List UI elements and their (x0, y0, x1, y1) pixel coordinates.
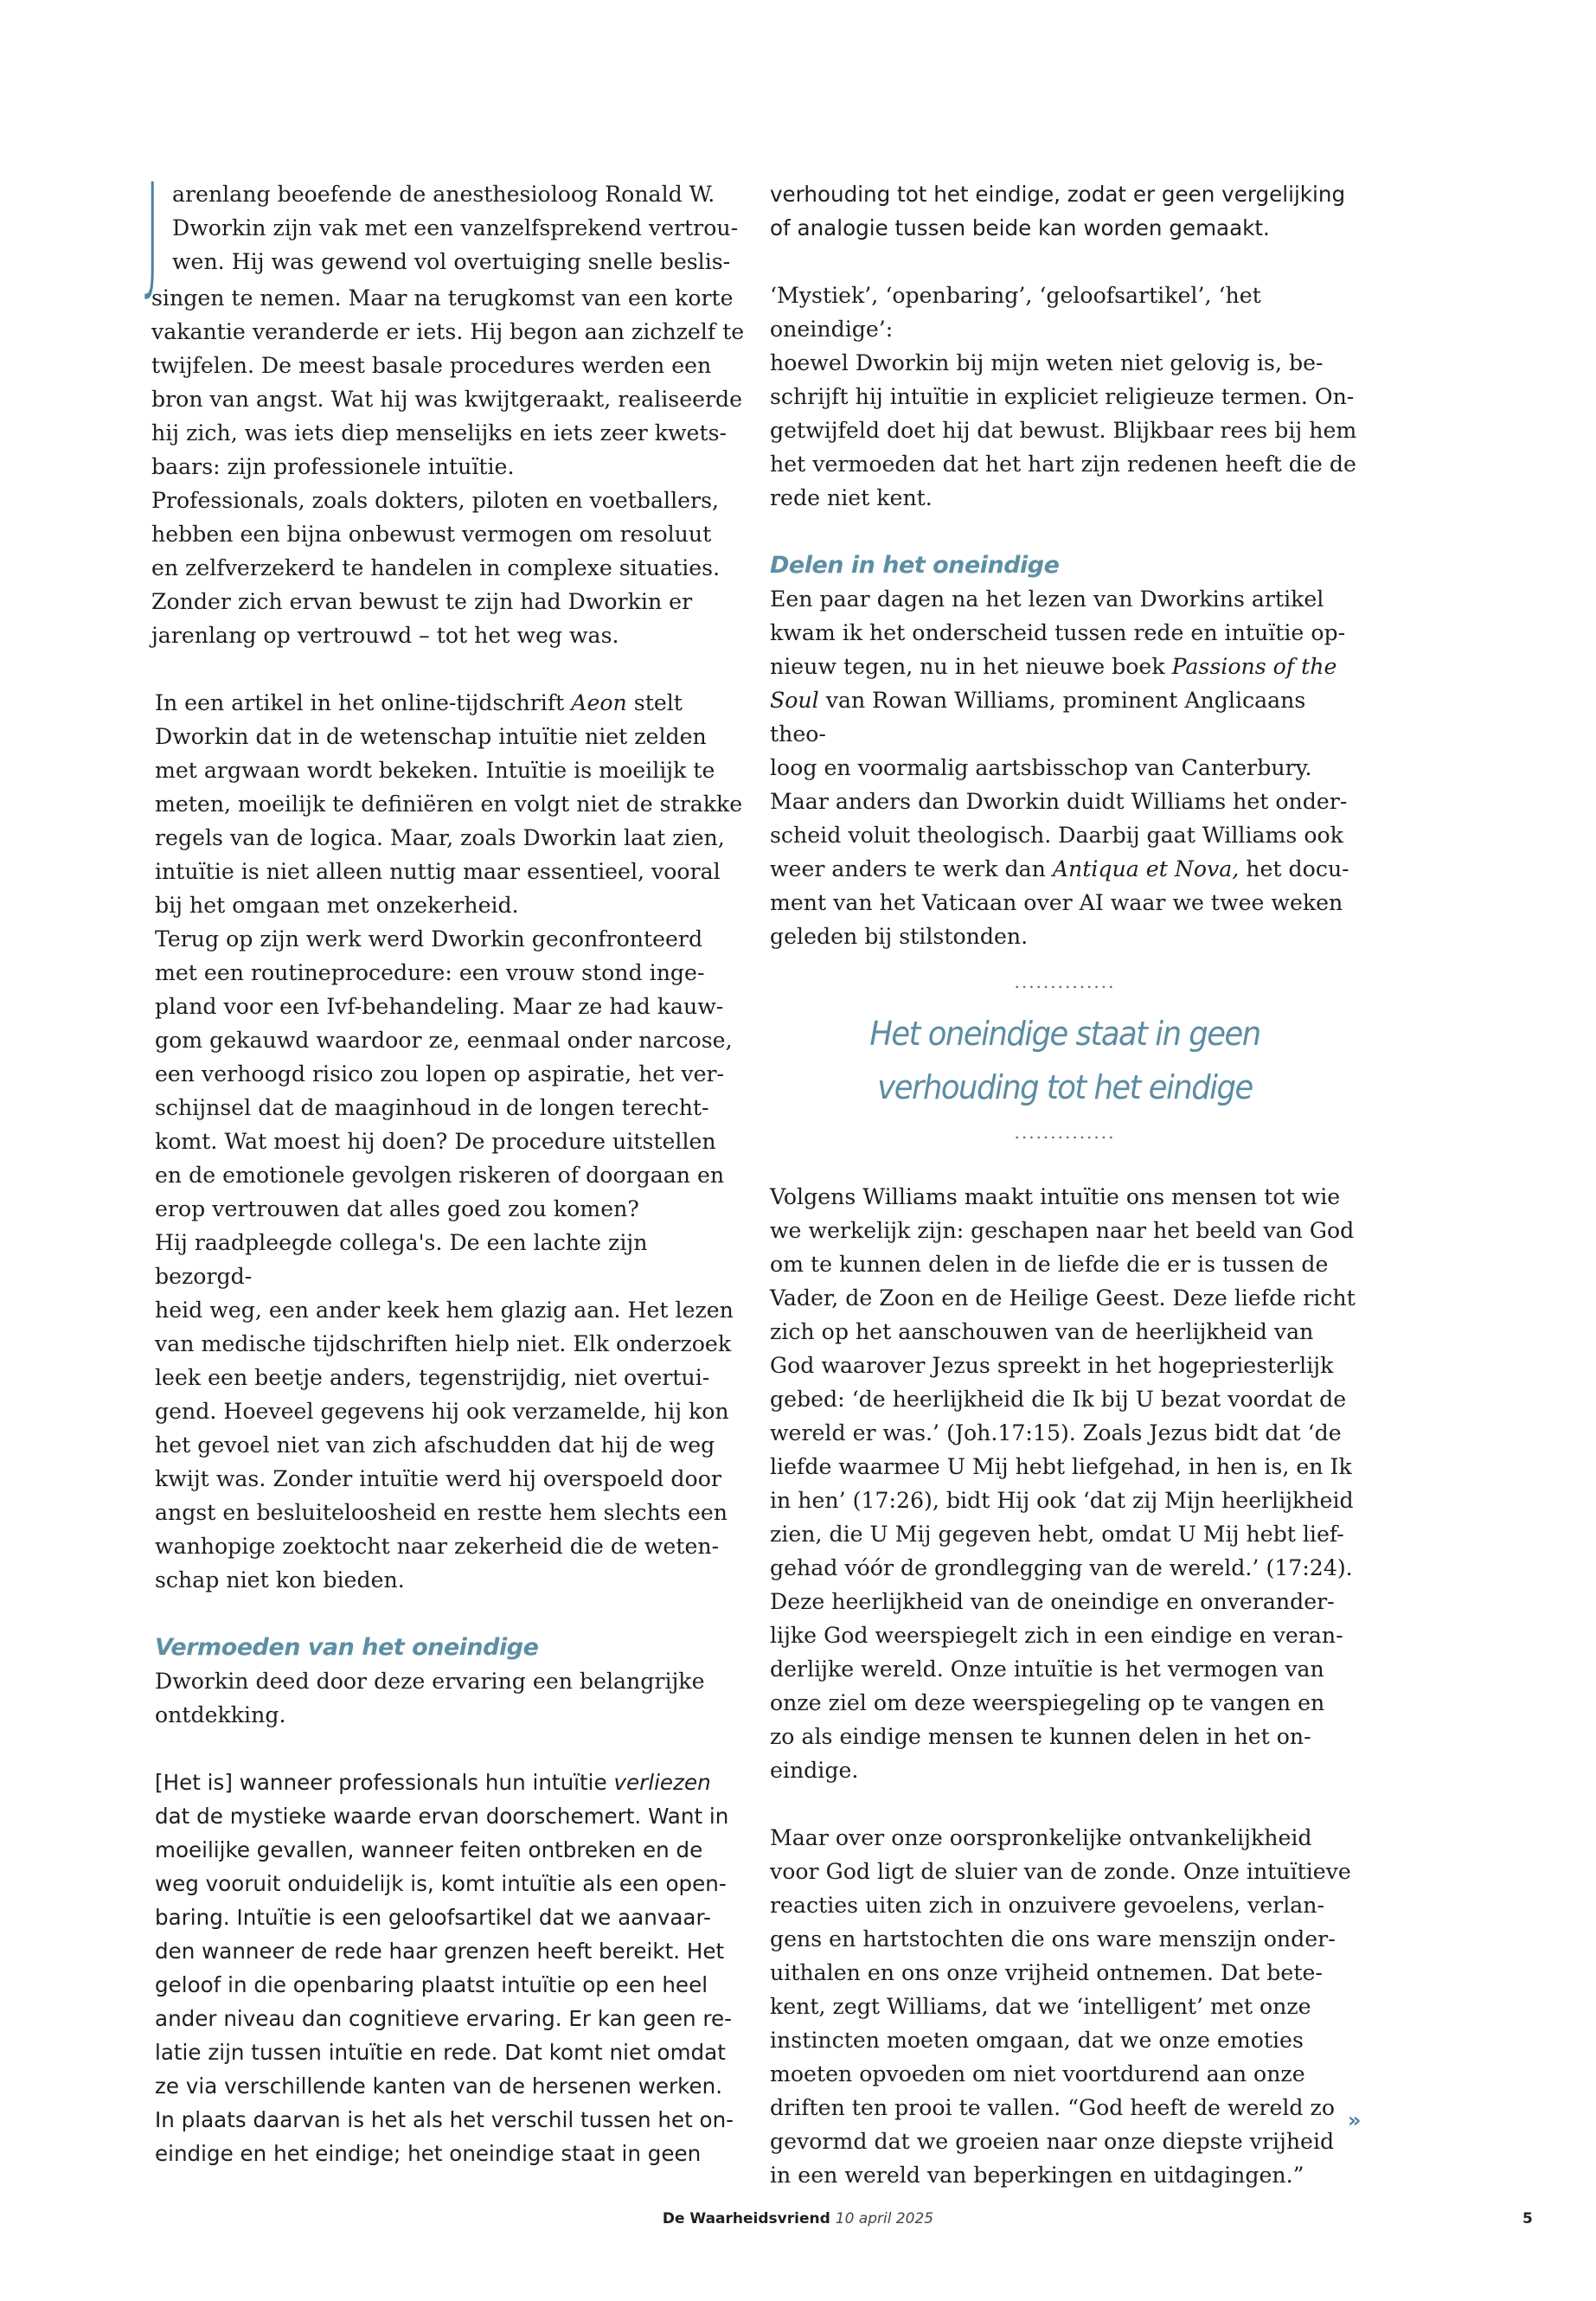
intro-paragraph (144, 157, 745, 652)
pull-quote-line-2: verhouding tot het eindige (877, 1068, 1253, 1106)
text-line: hij zich, was iets diep menselijks en iets zeer kwets- (151, 420, 727, 445)
text-line: ze via verschillende kanten van de hersenen werken. (155, 2073, 723, 2099)
paragraph-mystiek (770, 279, 1360, 515)
text-line: we werkelijk zijn: geschapen naar het beeld van God (770, 1218, 1355, 1243)
intro-lines (155, 177, 745, 279)
text-line: singen te nemen. Maar na terugkomst van een korte (151, 285, 734, 311)
text-line: gehad vóór de grondlegging van de wereld.’ (17:24). (770, 1555, 1353, 1580)
text-line: gebed: ‘de heerlijkheid die Ik bij U bezat voordat de (770, 1387, 1347, 1412)
text-line: hebben een bijna onbewust vermogen om resoluut (151, 522, 712, 547)
text-line: Zonder zich ervan bewust te zijn had Dworkin er (151, 589, 693, 614)
text-line: vakantie veranderde er iets. Hij begon aan zichzelf te (151, 319, 745, 344)
pull-quote-dots-top: .............. (1014, 971, 1116, 992)
text-line: gens en hartstochten die ons ware menszijn onder- (770, 1926, 1336, 1952)
text-line: zich op het aanschouwen van de heerlijkheid van (770, 1319, 1314, 1344)
text-line: gend. Hoeveel gegevens hij ook verzamelde, hij kon (155, 1399, 729, 1424)
text-line: dat de mystieke waarde ervan doorschemert. Want in (155, 1804, 729, 1829)
text-line: liefde waarmee U Mij hebt liefgehad, in hen is, en Ik (770, 1454, 1352, 1479)
text-line: driften ten prooi te vallen. “God heeft de wereld zo (770, 2095, 1335, 2120)
text-line: Vader, de Zoon en de Heilige Geest. Deze liefde richt (770, 1285, 1356, 1311)
text-line: leek een beetje anders, tegenstrijdig, niet overtui- (155, 1365, 710, 1390)
text-line: ontdekking. (155, 1702, 286, 1727)
text-line: erop vertrouwen dat alles goed zou komen? (155, 1196, 639, 1221)
text-line: kent, zegt Williams, dat we ‘intelligent’ met onze (770, 1994, 1311, 2019)
text-line: hoewel Dworkin bij mijn weten niet gelovig is, be- (770, 350, 1324, 375)
text-line: arenlang beoefende de anesthesioloog Ronald W. (172, 182, 715, 207)
text-line: Deze heerlijkheid van de oneindige en onverander- (770, 1589, 1335, 1614)
text-line: wanhopige zoektocht naar zekerheid die de weten- (155, 1534, 720, 1559)
text-line: Dworkin deed door deze ervaring een belangrijke (155, 1669, 705, 1694)
paragraph-volgens-williams (770, 1180, 1360, 1787)
text-line: latie zijn tussen intuïtie en rede. Dat komt niet omdat (155, 2040, 726, 2065)
footer (0, 2210, 1596, 2227)
pull-quote (770, 969, 1360, 1145)
text-line: bij het omgaan met onzekerheid. (155, 893, 519, 918)
paragraph-aeon: In een artikel in het online-tijdschrift Aeon stelt Dworkin dat in de wetenschap intuïtie niet zelden met argwaan wordt bekeken. Intuïtie is moeilijk te meten, moeilijk te definiëren en volgt niet de strakke regels van de logica. Maar, zoals Dworkin laat zien, intuïtie is niet alleen nuttig maar essentieel, vooral bij het omgaan met onzekerheid. Terug op zijn werk werd Dworkin geconfronteerd met een routineprocedure: een vrouw stond inge- pland voor een Ivf-behandeling. Maar ze had kauw- gom gekauwd waardoor ze, eenmaal onder narcose, een verhoogd risico zou lopen op aspiratie, het ver- schijnsel dat de maaginhoud in de longen terecht- komt. Wat moest hij doen? De procedure uitstellen en de emotionele gevolgen riskeren of doorgaan en erop vertrouwen dat alles goed zou komen? Hij raadpleegde collega's. De een lachte zijn bezorgd- heid weg, een ander keek hem glazig aan. Het lezen van medische tijdschriften hielp niet. Elk onderzoek leek een beetje anders, tegenstrijdig, niet overtui- gend. Hoeveel gegevens hij ook verzamelde, hij kon het gevoel niet van zich afschudden dat hij de weg kwijt was. Zonder intuïtie werd hij overspoeld door angst en besluiteloosheid en restte hem slechts een wanhopige zoektocht naar zekerheid die de weten- schap niet kon bieden. (155, 686, 745, 1597)
text-line: lijke God weerspiegelt zich in een eindige en veran- (770, 1623, 1343, 1648)
text-line: schijnsel dat de maaginhoud in de longen terecht- (155, 1095, 709, 1120)
text-line: Dworkin dat in de wetenschap intuïtie niet zelden (155, 724, 707, 749)
text-line: rede niet kent. (770, 485, 933, 510)
text-line: schrijft hij intuïtie in expliciet religieuze termen. On- (770, 384, 1355, 409)
block-quote: [Het is] wanneer professionals hun intuïtie verliezen dat de mystieke waarde ervan doorschemert. Want in moeilijke gevallen, wanneer feiten ontbreken en de weg vooruit onduidelijk is, komt intuïtie als een open- baring. Intuïtie is een geloofsartikel dat we aanvaar- den wanneer de rede haar grenzen heeft bereikt. Het geloof in die openbaring plaatst intuïtie op een heel ander niveau dan cognitieve ervaring. Er kan geen re- latie zijn tussen intuïtie en rede. Dat komt niet omdat ze via verschillende kanten van de hersenen werken. In plaats daarvan is het als het verschil tussen het on- eindige en het eindige; het oneindige staat in geen (155, 1766, 745, 2170)
text-line: met argwaan wordt bekeken. Intuïtie is moeilijk te (155, 758, 715, 783)
publication-name: De Waarheidsvriend (662, 2210, 830, 2227)
text-line: om te kunnen delen in de liefde die er is tussen de (770, 1252, 1329, 1277)
text-line: bron van angst. Wat hij was kwijtgeraakt, realiseerde (151, 387, 743, 412)
text-line: gom gekauwd waardoor ze, eenmaal onder narcose, (155, 1028, 733, 1053)
text-line: jarenlang op vertrouwd – tot het weg was. (151, 623, 619, 648)
text-line: verhouding tot het eindige, zodat er geen vergelijking (770, 182, 1346, 207)
text-line: moeilijke gevallen, wanneer feiten ontbreken en de (155, 1837, 703, 1862)
text-line: geloof in die openbaring plaatst intuïtie op een heel (155, 1972, 708, 1997)
pull-quote-dots-bottom: .............. (1014, 1122, 1116, 1143)
text-line: komt. Wat moest hij doen? De procedure uitstellen (155, 1129, 716, 1154)
text-line: gevormd dat we groeien naar onze diepste vrijheid (770, 2129, 1335, 2154)
text-line: wen. Hij was gewend vol overtuiging snelle beslis- (172, 249, 731, 274)
text-line: In plaats daarvan is het als het verschil tussen het on- (155, 2107, 734, 2132)
text-line: zo als eindige mensen te kunnen delen in het on- (770, 1724, 1311, 1749)
text-line: of analogie tussen beide kan worden gemaakt. (770, 215, 1270, 240)
text-line: instincten moeten omgaan, dat we onze emoties (770, 2028, 1304, 2053)
text-line: kwijt was. Zonder intuïtie werd hij overspoeld door (155, 1466, 721, 1491)
block-quote-continued (770, 177, 1360, 245)
text-line: God waarover Jezus spreekt in het hogepriesterlijk (770, 1353, 1334, 1378)
text-line: intuïtie is niet alleen nuttig maar essentieel, vooral (155, 859, 721, 884)
text-line: schap niet kon bieden. (155, 1567, 405, 1593)
paragraph-sluier (770, 1821, 1360, 2192)
intro-rest (151, 281, 745, 652)
dropcap: J (144, 157, 161, 307)
text-line: den wanneer de rede haar grenzen heeft bereikt. Het (155, 1939, 725, 1964)
text-line: Professionals, zoals dokters, piloten en voetballers, (151, 488, 720, 513)
text-line: derlijke wereld. Onze intuïtie is het vermogen van (770, 1657, 1324, 1682)
text-line: angst en besluiteloosheid en restte hem slechts een (155, 1500, 727, 1525)
text-line: Volgens Williams maakt intuïtie ons mensen tot wie (770, 1184, 1341, 1209)
text-line: reacties uiten zich in onzuivere gevoelens, verlan- (770, 1893, 1325, 1918)
text-line: in hen’ (17:26), bidt Hij ook ‘dat zij Mijn heerlijkheid (770, 1488, 1354, 1513)
paragraph-williams: Een paar dagen na het lezen van Dworkins artikel kwam ik het onderscheid tussen rede en intuïtie op- nieuw tegen, nu in het nieuwe boek Passions of the Soul van Rowan Williams, prominent Anglicaans theo- loog en voormalig aartsbisschop van Canterbury. Maar anders dan Dworkin duidt Williams het onder- scheid voluit theologisch. Daarbij gaat Williams ook weer anders te werk dan Antiqua et Nova, het docu- ment van het Vaticaan over AI waar we twee weken geleden bij stilstonden. (770, 586, 1349, 949)
text-line: baars: zijn professionele intuïtie. (151, 454, 515, 479)
text-line: in een wereld van beperkingen en uitdagingen.” (770, 2163, 1304, 2188)
text-line: moeten opvoeden om niet voortdurend aan onze (770, 2061, 1305, 2086)
paragraph-ontdekking (155, 1664, 745, 1732)
text-line: en de emotionele gevolgen riskeren of doorgaan en (155, 1163, 725, 1188)
text-line: heid weg, een ander keek hem glazig aan. Het lezen (155, 1298, 734, 1323)
text-line: zien, die U Mij gegeven hebt, omdat U Mij hebt lief- (770, 1522, 1344, 1547)
text-line: uithalen en ons onze vrijheid ontnemen. Dat bete- (770, 1960, 1323, 1985)
text-line: baring. Intuïtie is een geloofsartikel dat we aanvaar- (155, 1905, 711, 1930)
text-line: meten, moeilijk te definiëren en volgt niet de strakke (155, 792, 743, 817)
text-line: Terug op zijn werk werd Dworkin geconfronteerd (155, 926, 703, 952)
continue-arrow-icon[interactable]: » (1348, 2108, 1362, 2132)
text-line: en zelfverzekerd te handelen in complexe situaties. (151, 555, 721, 580)
text-line: Hij raadpleegde collega's. De een lachte zijn bezorgd- (155, 1230, 648, 1289)
text-line: het gevoel niet van zich afschudden dat hij de weg (155, 1433, 715, 1458)
text-line: voor God ligt de sluier van de zonde. Onze intuïtieve (770, 1859, 1351, 1884)
text-line: ander niveau dan cognitieve ervaring. Er kan geen re- (155, 2006, 732, 2031)
text-line: onze ziel om deze weerspiegeling op te vangen en (770, 1690, 1325, 1715)
subheading-vermoeden: Vermoeden van het oneindige (155, 1634, 539, 1661)
text-line: getwijfeld doet hij dat bewust. Blijkbaar rees bij hem (770, 418, 1357, 443)
text-line: Dworkin zijn vak met een vanzelfsprekend vertrou- (172, 215, 739, 240)
text-line: Maar over onze oorspronkelijke ontvankelijkheid (770, 1825, 1312, 1850)
text-line: weg vooruit onduidelijk is, komt intuïtie als een open- (155, 1871, 727, 1896)
pull-quote-line-1: Het oneindige staat in geen (869, 1015, 1260, 1053)
text-line: regels van de logica. Maar, zoals Dworkin laat zien, (155, 825, 725, 850)
text-line: wereld er was.’ (Joh.17:15). Zoals Jezus bidt dat ‘de (770, 1420, 1342, 1445)
text-line: eindige en het eindige; het oneindige staat in geen (155, 2141, 702, 2166)
right-column (770, 177, 1360, 2192)
page-number: 5 (1522, 2210, 1533, 2227)
publication-date: 10 april 2025 (835, 2210, 934, 2227)
text-line: twijfelen. De meest basale procedures werden een (151, 353, 712, 378)
text-line: van medische tijdschriften hielp niet. Elk onderzoek (155, 1331, 732, 1356)
text-line: pland voor een Ivf-behandeling. Maar ze had kauw- (155, 994, 724, 1019)
text-line: het vermoeden dat het hart zijn redenen heeft die de (770, 452, 1356, 477)
text-line: een verhoogd risico zou lopen op aspiratie, het ver- (155, 1061, 725, 1086)
left-column (144, 157, 745, 2170)
text-line: met een routineprocedure: een vrouw stond inge- (155, 960, 705, 985)
subheading-delen: Delen in het oneindige (770, 552, 1060, 579)
text-line: eindige. (770, 1758, 859, 1783)
text-line: ‘Mystiek’, ‘openbaring’, ‘geloofsartikel’, ‘het oneindige’: (770, 283, 1261, 342)
